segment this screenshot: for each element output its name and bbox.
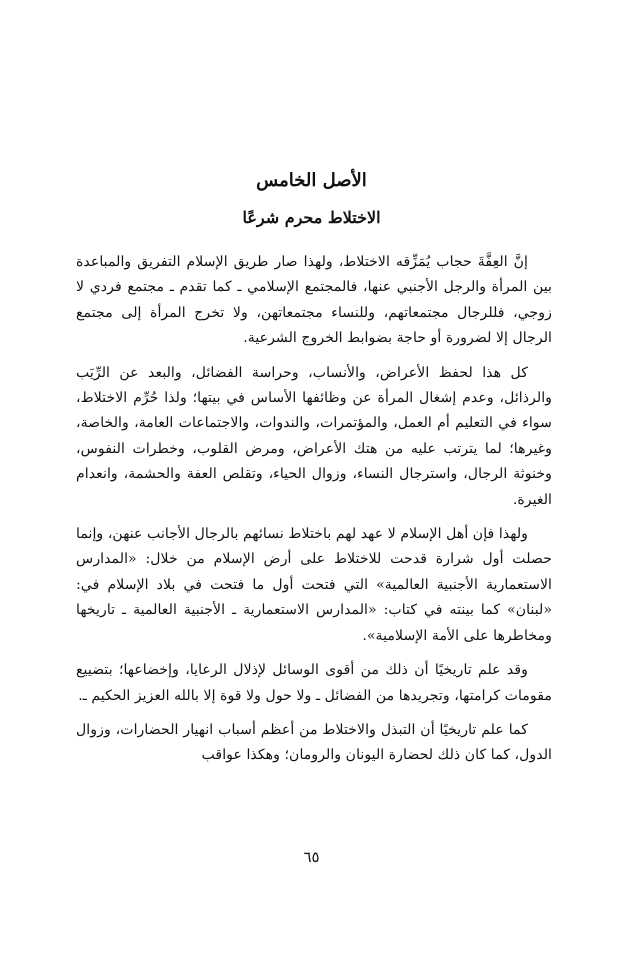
paragraph-4: وقد علم تاريخيًا أن ذلك من أقوى الوسائل لإذلال الرعايا، وإخضاعها؛ بتضييع مقومات كرامتها، وتجريدها من الفضائل ـ ولا حول ولا قوة إلا بالله العزيز الحكيم ـ. xyxy=(76,662,552,704)
chapter-title: الأصل الخامس xyxy=(256,170,367,191)
page-number: ٦٥ xyxy=(303,848,320,866)
chapter-subtitle: الاختلاط محرم شرعًا xyxy=(242,208,381,227)
paragraph-2: كل هذا لحفظ الأعراض، والأنساب، وحراسة الفضائل، والبعد عن الرِّيَب والرذائل، وعدم إشغال المرأة عن وظائفها الأساس في بيتها؛ ولذا حُرِّم الاختلاط، سواء في التعليم أم العمل، والمؤتمرات، والندوات، والاجتماعات العامة، والخاصة، وغيرها؛ لما يترتب عليه من هتك الأعراض، ومرض القلوب، وخطرات النفوس، وخنوثة الرجال، واسترجال النساء، وزوال الحياء، وتقلص العفة والحشمة، وانعدام الغيرة. xyxy=(76,364,552,508)
body-text xyxy=(76,250,552,778)
paragraph-1: إنَّ العِفَّةَ حجاب يُمَزِّقه الاختلاط، ولهذا صار طريق الإسلام التفريق والمباعدة بين المرأة والرجل الأجنبي عنها، فالمجتمع الإسلامي ـ كما تقدم ـ مجتمع فردي لا زوجي، فللرجال مجتمعاتهم، وللنساء مجتمعاتهن، ولا تخرج المرأة إلى مجتمع الرجال إلا لضرورة أو حاجة بضوابط الخروج الشرعية. xyxy=(76,254,552,347)
paragraph-5: كما علم تاريخيًا أن التبذل والاختلاط من أعظم أسباب انهيار الحضارات، وزوال الدول، كما كان ذلك لحضارة اليونان والرومان؛ وهكذا عواقب xyxy=(76,721,552,764)
paragraph-3: ولهذا فإن أهل الإسلام لا عهد لهم باختلاط نسائهم بالرجال الأجانب عنهن، وإنما حصلت أول شرارة قدحت للاختلاط على أرض الإسلام من خلال: «المدارس الاستعمارية الأجنبية العالمية» التي فتحت أول ما فتحت في بلاد الإسلام في: «لبنان» كما بينته في كتاب: «المدارس الاستعمارية ـ الأجنبية العالمية ـ تاريخها ومخاطرها على الأمة الإسلامية». xyxy=(76,526,552,644)
